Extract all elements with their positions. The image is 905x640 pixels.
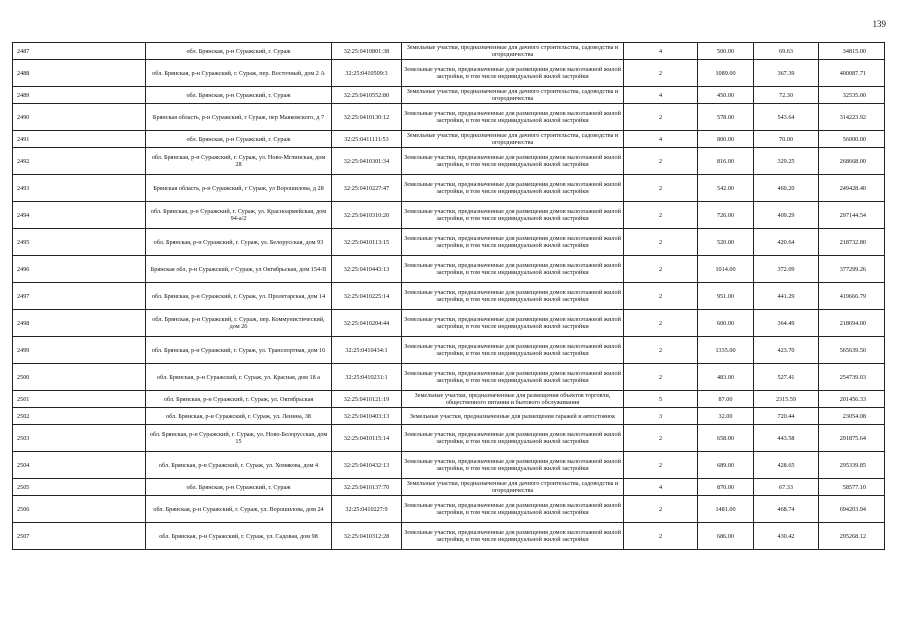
rate-cell: 430.42 <box>754 523 819 550</box>
cadastral-number-cell: 32:25:0410225:14 <box>332 283 402 310</box>
table-row <box>13 391 885 408</box>
address-cell: обл. Брянская, р-н Суражский, г. Сураж, ул. Хомякова, дом 4 <box>146 452 332 479</box>
cadastral-number-cell: 32:25:0410130:12 <box>332 104 402 131</box>
row-number: 2505 <box>13 479 146 496</box>
group-cell: 2 <box>624 452 698 479</box>
rate-cell: 70.00 <box>754 131 819 148</box>
rate-cell: 460.20 <box>754 175 819 202</box>
land-purpose-cell: Земельные участки, предназначенные для размещения домов малоэтажной жилой застройки, в том числе индивидуальной жилой застройки <box>402 148 624 175</box>
land-purpose-cell: Земельные участки, предназначенные для размещения домов малоэтажной жилой застройки, в том числе индивидуальной жилой застройки <box>402 364 624 391</box>
row-number: 2488 <box>13 60 146 87</box>
rate-cell: 329.25 <box>754 148 819 175</box>
table-row <box>13 229 885 256</box>
table-row <box>13 202 885 229</box>
area-cell: 500.00 <box>698 43 754 60</box>
address-cell: обл. Брянская, р-н Суражский, г. Сураж, пер. Коммунистический, дом 26 <box>146 310 332 337</box>
cadastral-value-cell: 34815.00 <box>819 43 885 60</box>
address-cell: обл. Брянская, р-н Суражский, г. Сураж, ул. Ворошилова, дом 24 <box>146 496 332 523</box>
table-row <box>13 523 885 550</box>
cadastral-value-cell: 314223.92 <box>819 104 885 131</box>
cadastral-value-cell: 297144.54 <box>819 202 885 229</box>
table-row <box>13 337 885 364</box>
rate-cell: 67.33 <box>754 479 819 496</box>
area-cell: 1481.00 <box>698 496 754 523</box>
rate-cell: 420.64 <box>754 229 819 256</box>
group-cell: 2 <box>624 310 698 337</box>
group-cell: 2 <box>624 523 698 550</box>
group-cell: 2 <box>624 148 698 175</box>
land-purpose-cell: Земельные участки, предназначенные для размещения домов малоэтажной жилой застройки, в том числе индивидуальной жилой застройки <box>402 256 624 283</box>
rate-cell: 543.64 <box>754 104 819 131</box>
group-cell: 4 <box>624 43 698 60</box>
address-cell: Брянская область, р-н Суражский, г Сураж, пер Маяковского, д 7 <box>146 104 332 131</box>
cadastral-value-cell: 565639.50 <box>819 337 885 364</box>
table-row <box>13 43 885 60</box>
cadastral-value-cell: 400087.71 <box>819 60 885 87</box>
area-cell: 951.00 <box>698 283 754 310</box>
land-purpose-cell: Земельные участки, предназначенные для размещения домов малоэтажной жилой застройки, в том числе индивидуальной жилой застройки <box>402 452 624 479</box>
row-number: 2507 <box>13 523 146 550</box>
land-purpose-cell: Земельные участки, предназначенные для размещения домов малоэтажной жилой застройки, в том числе индивидуальной жилой застройки <box>402 425 624 452</box>
cadastral-number-cell: 32:25:0410121:19 <box>332 391 402 408</box>
cadastral-number-cell: 32:25:0410434:1 <box>332 337 402 364</box>
rate-cell: 527.41 <box>754 364 819 391</box>
cadastral-value-cell: 295268.12 <box>819 523 885 550</box>
land-purpose-cell: Земельные участки, предназначенные для дачного строительства, садоводства и огородничества <box>402 87 624 104</box>
land-purpose-cell: Земельные участки, предназначенные для размещения домов малоэтажной жилой застройки, в том числе индивидуальной жилой застройки <box>402 60 624 87</box>
land-purpose-cell: Земельные участки, предназначенные для размещения домов малоэтажной жилой застройки, в том числе индивидуальной жилой застройки <box>402 496 624 523</box>
table-row <box>13 148 885 175</box>
row-number: 2493 <box>13 175 146 202</box>
cadastral-value-cell: 56000.00 <box>819 131 885 148</box>
cadastral-value-cell: 268668.00 <box>819 148 885 175</box>
address-cell: обл. Брянская, р-н Суражский, г. Сураж <box>146 87 332 104</box>
address-cell: обл. Брянская, р-н Суражский, г. Сураж, ул. Ново-Мглинская, дом 28 <box>146 148 332 175</box>
group-cell: 2 <box>624 175 698 202</box>
rate-cell: 441.29 <box>754 283 819 310</box>
group-cell: 4 <box>624 87 698 104</box>
rate-cell: 428.65 <box>754 452 819 479</box>
rate-cell: 372.09 <box>754 256 819 283</box>
table-row <box>13 408 885 425</box>
table-row <box>13 479 885 496</box>
row-number: 2487 <box>13 43 146 60</box>
cadastral-value-cell: 201456.33 <box>819 391 885 408</box>
land-purpose-cell: Земельные участки, предназначенные для размещения домов малоэтажной жилой застройки, в том числе индивидуальной жилой застройки <box>402 202 624 229</box>
table-row <box>13 310 885 337</box>
rate-cell: 2315.59 <box>754 391 819 408</box>
cadastral-value-cell: 218694.00 <box>819 310 885 337</box>
cadastral-number-cell: 32:25:0410227:47 <box>332 175 402 202</box>
row-number: 2498 <box>13 310 146 337</box>
rate-cell: 720.44 <box>754 408 819 425</box>
area-cell: 483.00 <box>698 364 754 391</box>
table-row <box>13 87 885 104</box>
row-number: 2502 <box>13 408 146 425</box>
cadastral-value-cell: 249428.40 <box>819 175 885 202</box>
cadastral-number-cell: 32:25:0410312:28 <box>332 523 402 550</box>
row-number: 2504 <box>13 452 146 479</box>
table-row <box>13 283 885 310</box>
area-cell: 816.00 <box>698 148 754 175</box>
cadastral-number-cell: 32:25:0410310:20 <box>332 202 402 229</box>
table-row <box>13 60 885 87</box>
cadastral-value-cell: 254739.03 <box>819 364 885 391</box>
group-cell: 2 <box>624 496 698 523</box>
table-row <box>13 256 885 283</box>
group-cell: 2 <box>624 202 698 229</box>
cadastral-number-cell: 32:25:0410509:3 <box>332 60 402 87</box>
cadastral-number-cell: 32:25:0410552:80 <box>332 87 402 104</box>
area-cell: 1089.00 <box>698 60 754 87</box>
cadastral-number-cell: 32:25:0410204:44 <box>332 310 402 337</box>
rate-cell: 69.63 <box>754 43 819 60</box>
cadastral-table <box>12 42 885 550</box>
area-cell: 726.00 <box>698 202 754 229</box>
row-number: 2500 <box>13 364 146 391</box>
group-cell: 2 <box>624 256 698 283</box>
cadastral-number-cell: 32:25:0410227:9 <box>332 496 402 523</box>
table-row <box>13 131 885 148</box>
cadastral-number-cell: 32:25:0410801:38 <box>332 43 402 60</box>
cadastral-value-cell: 58577.10 <box>819 479 885 496</box>
row-number: 2499 <box>13 337 146 364</box>
row-number: 2495 <box>13 229 146 256</box>
area-cell: 450.00 <box>698 87 754 104</box>
land-purpose-cell: Земельные участки, предназначенные для размещения домов малоэтажной жилой застройки, в том числе индивидуальной жилой застройки <box>402 523 624 550</box>
address-cell: обл. Брянская, р-н Суражский, г. Сураж, ул. Ленина, 38 <box>146 408 332 425</box>
group-cell: 2 <box>624 337 698 364</box>
address-cell: обл. Брянская, р-н Суражский, г. Сураж, ул. Октябрьская <box>146 391 332 408</box>
row-number: 2494 <box>13 202 146 229</box>
cadastral-number-cell: 32:25:0410443:13 <box>332 256 402 283</box>
table-row <box>13 496 885 523</box>
row-number: 2489 <box>13 87 146 104</box>
cadastral-value-cell: 377299.26 <box>819 256 885 283</box>
rate-cell: 367.39 <box>754 60 819 87</box>
row-number: 2491 <box>13 131 146 148</box>
table-row <box>13 104 885 131</box>
land-purpose-cell: Земельные участки, предназначенные для дачного строительства, садоводства и огородничества <box>402 43 624 60</box>
area-cell: 600.00 <box>698 310 754 337</box>
group-cell: 2 <box>624 229 698 256</box>
cadastral-number-cell: 32:25:0410403:13 <box>332 408 402 425</box>
area-cell: 520.00 <box>698 229 754 256</box>
cadastral-value-cell: 694203.94 <box>819 496 885 523</box>
row-number: 2501 <box>13 391 146 408</box>
row-number: 2496 <box>13 256 146 283</box>
address-cell: обл. Брянская, р-н Суражский, г. Сураж <box>146 43 332 60</box>
rate-cell: 423.70 <box>754 337 819 364</box>
cadastral-value-cell: 419666.79 <box>819 283 885 310</box>
area-cell: 578.00 <box>698 104 754 131</box>
address-cell: обл. Брянская, р-н Суражский, г. Сураж <box>146 131 332 148</box>
address-cell: Брянская область, р-н Суражский, г Сураж, ул Ворошилова, д 28 <box>146 175 332 202</box>
area-cell: 1014.00 <box>698 256 754 283</box>
address-cell: обл. Брянская, р-н Суражский, г. Сураж, ул. Пролетарская, дом 14 <box>146 283 332 310</box>
area-cell: 689.00 <box>698 452 754 479</box>
cadastral-value-cell: 218732.80 <box>819 229 885 256</box>
area-cell: 686.00 <box>698 523 754 550</box>
table-row <box>13 175 885 202</box>
area-cell: 32.00 <box>698 408 754 425</box>
area-cell: 800.00 <box>698 131 754 148</box>
land-purpose-cell: Земельные участки, предназначенные для размещения домов малоэтажной жилой застройки, в том числе индивидуальной жилой застройки <box>402 337 624 364</box>
cadastral-value-cell: 32535.00 <box>819 87 885 104</box>
area-cell: 1335.00 <box>698 337 754 364</box>
area-cell: 658.00 <box>698 425 754 452</box>
group-cell: 3 <box>624 408 698 425</box>
land-purpose-cell: Земельные участки, предназначенные для дачного строительства, садоводства и огородничества <box>402 479 624 496</box>
group-cell: 2 <box>624 425 698 452</box>
rate-cell: 72.30 <box>754 87 819 104</box>
cadastral-number-cell: 32:25:0410113:15 <box>332 229 402 256</box>
land-purpose-cell: Земельные участки, предназначенные для размещения домов малоэтажной жилой застройки, в том числе индивидуальной жилой застройки <box>402 283 624 310</box>
group-cell: 2 <box>624 283 698 310</box>
address-cell: обл. Брянская, р-н Суражский, г. Сураж, ул. Красная, дом 18 а <box>146 364 332 391</box>
cadastral-number-cell: 32:25:0410137:70 <box>332 479 402 496</box>
area-cell: 87.00 <box>698 391 754 408</box>
land-purpose-cell: Земельные участки, предназначенные для размещения гаражей и автостоянок <box>402 408 624 425</box>
address-cell: обл. Брянская, р-н Суражский, г. Сураж, ул. Ново-Белорусская, дом 15 <box>146 425 332 452</box>
area-cell: 542.00 <box>698 175 754 202</box>
cadastral-number-cell: 32:25:0410432:13 <box>332 452 402 479</box>
row-number: 2497 <box>13 283 146 310</box>
table-row <box>13 425 885 452</box>
land-purpose-cell: Земельные участки, предназначенные для размещения домов малоэтажной жилой застройки, в том числе индивидуальной жилой застройки <box>402 175 624 202</box>
table-row <box>13 452 885 479</box>
address-cell: обл. Брянская, р-н Суражский, г. Сураж <box>146 479 332 496</box>
address-cell: обл. Брянская, р-н Суражский, г. Сураж, пер. Восточный, дом 2 А <box>146 60 332 87</box>
cadastral-value-cell: 291875.64 <box>819 425 885 452</box>
cadastral-value-cell: 295339.85 <box>819 452 885 479</box>
table-body <box>13 43 885 550</box>
cadastral-value-cell: 23054.08 <box>819 408 885 425</box>
row-number: 2503 <box>13 425 146 452</box>
address-cell: Брянская обл, р-н Суражский, г Сураж, ул Октябрьская, дом 154-В <box>146 256 332 283</box>
cadastral-number-cell: 32:25:0410301:34 <box>332 148 402 175</box>
row-number: 2492 <box>13 148 146 175</box>
group-cell: 5 <box>624 391 698 408</box>
address-cell: обл. Брянская, р-н Суражский, г. Сураж, ул. Белорусская, дом 93 <box>146 229 332 256</box>
group-cell: 2 <box>624 364 698 391</box>
land-purpose-cell: Земельные участки, предназначенные для размещения домов малоэтажной жилой застройки, в том числе индивидуальной жилой застройки <box>402 229 624 256</box>
group-cell: 2 <box>624 60 698 87</box>
rate-cell: 364.49 <box>754 310 819 337</box>
row-number: 2506 <box>13 496 146 523</box>
group-cell: 2 <box>624 104 698 131</box>
address-cell: обл. Брянская, р-н Суражский, г. Сураж, ул. Красноармейская, дом 94-а/2 <box>146 202 332 229</box>
table-row <box>13 364 885 391</box>
group-cell: 4 <box>624 479 698 496</box>
cadastral-number-cell: 32:25:0410115:14 <box>332 425 402 452</box>
rate-cell: 409.29 <box>754 202 819 229</box>
land-purpose-cell: Земельные участки, предназначенные для размещения домов малоэтажной жилой застройки, в том числе индивидуальной жилой застройки <box>402 310 624 337</box>
rate-cell: 443.58 <box>754 425 819 452</box>
rate-cell: 468.74 <box>754 496 819 523</box>
row-number: 2490 <box>13 104 146 131</box>
cadastral-number-cell: 32:25:0411111:53 <box>332 131 402 148</box>
cadastral-number-cell: 32:25:0410231:1 <box>332 364 402 391</box>
page-number: 139 <box>872 19 886 29</box>
address-cell: обл. Брянская, р-н Суражский, г. Сураж, ул. Садовая, дом 98 <box>146 523 332 550</box>
area-cell: 870.00 <box>698 479 754 496</box>
land-purpose-cell: Земельные участки, предназначенные для размещения объектов торговли, общественного питания и бытового обслуживания <box>402 391 624 408</box>
address-cell: обл. Брянская, р-н Суражский, г. Сураж, ул. Транспортная, дом 16 <box>146 337 332 364</box>
land-purpose-cell: Земельные участки, предназначенные для размещения домов малоэтажной жилой застройки, в том числе индивидуальной жилой застройки <box>402 104 624 131</box>
group-cell: 4 <box>624 131 698 148</box>
land-purpose-cell: Земельные участки, предназначенные для дачного строительства, садоводства и огородничества <box>402 131 624 148</box>
